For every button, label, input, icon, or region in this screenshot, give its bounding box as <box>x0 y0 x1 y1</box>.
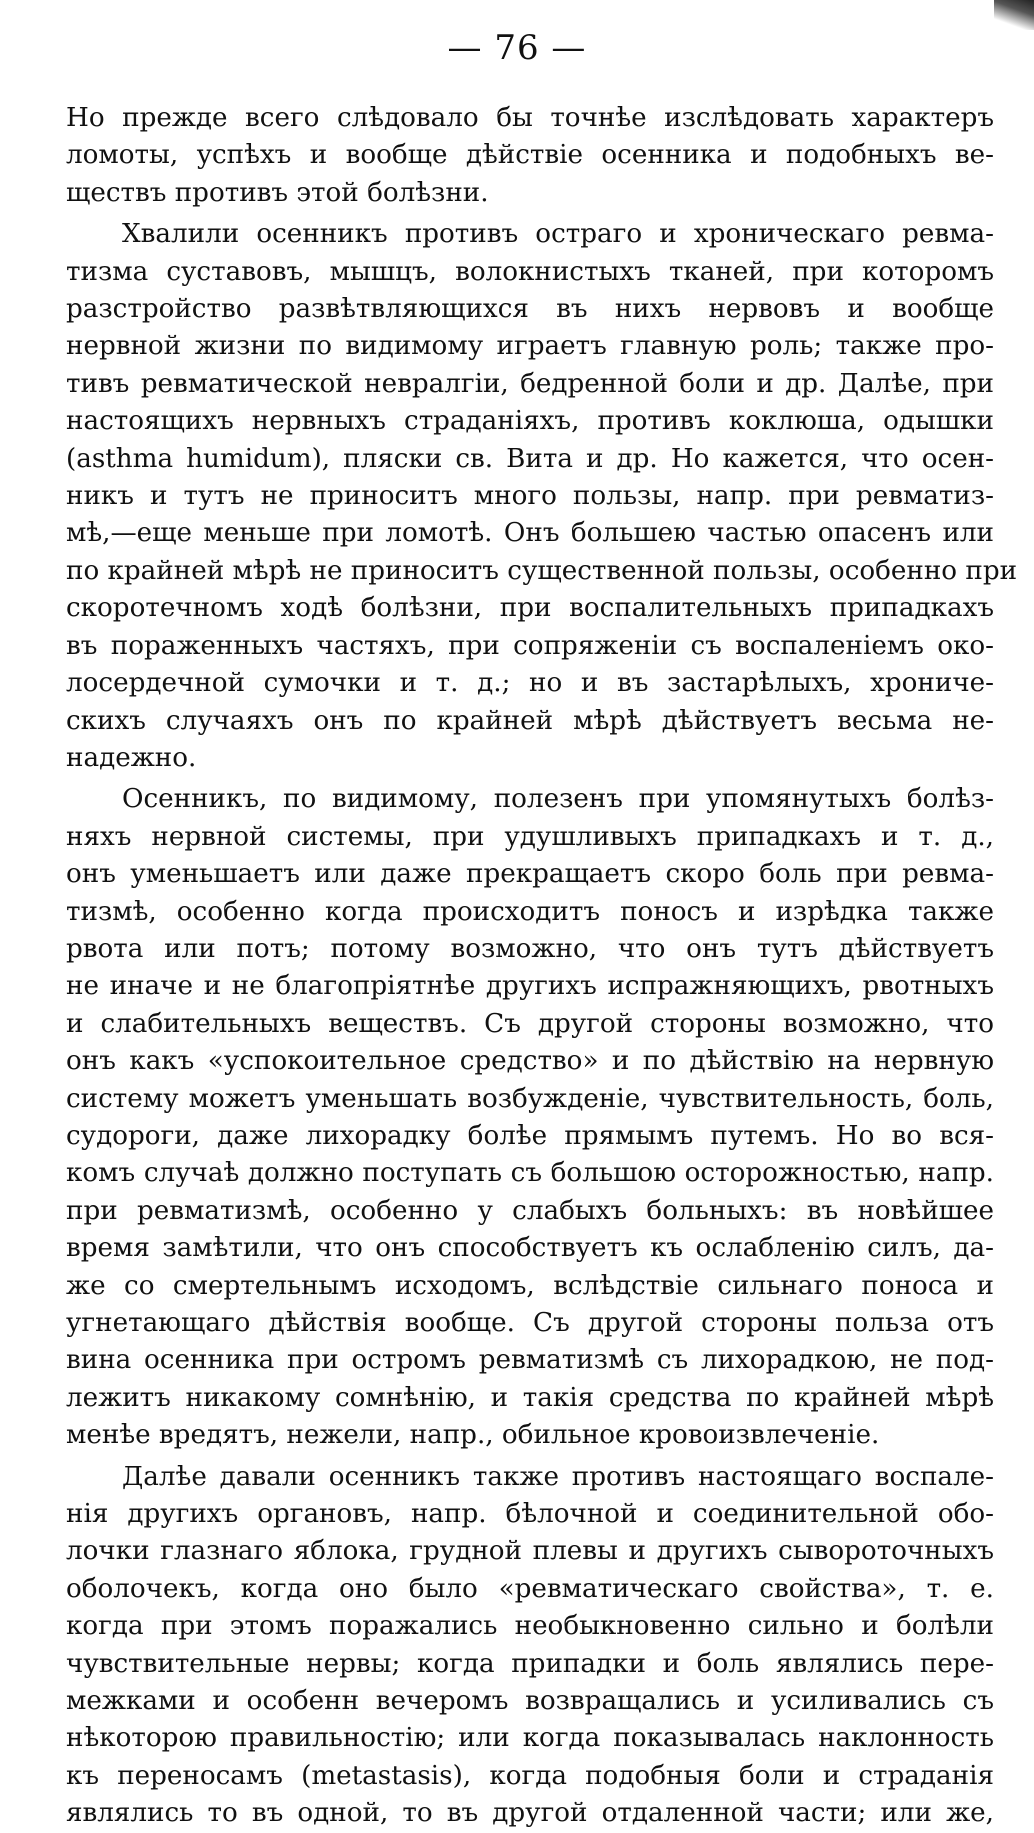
paragraph <box>66 1459 994 1833</box>
text-line: не иначе и не благопріятнѣе другихъ испражняющихъ, рвотныхъ <box>66 971 994 1002</box>
text-line: (asthma humidum), пляски св. Вита и др. Но кажется, что осен- <box>66 443 994 474</box>
text-line: ломоты, успѣхъ и вообще дѣйствіе осенника и подобныхъ ве- <box>66 140 994 171</box>
text-line: лочки глазнаго яблока, грудной плевы и другихъ сывороточныхъ <box>66 1536 994 1567</box>
paragraph <box>66 100 994 212</box>
text-line: систему можетъ уменьшать возбужденіе, чувствительность, боль, <box>66 1083 994 1114</box>
text-line: лосердечной сумочки и т. д.; но и въ застарѣлыхъ, хрониче- <box>66 668 994 699</box>
text-line: нервной жизни по видимому играетъ главную роль; также про- <box>66 331 994 362</box>
text-line: тивъ ревматической невралгіи, бедренной боли и др. Далѣе, при <box>66 368 994 399</box>
text-line: разстройство развѣтвляющихся въ нихъ нервовъ и вообще <box>66 294 994 325</box>
text-line: когда при этомъ поражались необыкновенно сильно и болѣли <box>66 1611 994 1642</box>
text-line: тизма суставовъ, мышцъ, волокнистыхъ тканей, при которомъ <box>66 256 994 287</box>
text-line: Хвалили осенникъ противъ остраго и хроническаго ревма- <box>122 219 994 250</box>
text-line: нѣкоторою правильностію; или когда показывалась наклонность <box>66 1723 994 1754</box>
text-line: комъ случаѣ должно поступать съ большою осторожностью, напр. <box>66 1158 994 1189</box>
text-line: являлись то въ одной, то въ другой отдаленной части; или же, <box>66 1798 994 1829</box>
text-line: къ переносамъ (metastasis), когда подобныя боли и страданія <box>66 1760 994 1791</box>
paragraph <box>66 781 994 1454</box>
text-line: скихъ случаяхъ онъ по крайней мѣрѣ дѣйствуетъ весьма не- <box>66 705 994 736</box>
text-line: межками и особенн вечеромъ возвращались и усиливались съ <box>66 1686 994 1717</box>
text-line: оболочекъ, когда оно было «ревматическаго свойства», т. е. <box>66 1573 994 1604</box>
text-line: Но прежде всего слѣдовало бы точнѣе изслѣдовать характеръ <box>66 103 994 133</box>
text-line: онъ уменьшаетъ или даже прекращаетъ скоро боль при ревма- <box>66 859 994 890</box>
scan-edge-shadow <box>994 0 1034 30</box>
text-line: угнетающаго дѣйствія вообще. Съ другой стороны польза отъ <box>66 1308 994 1338</box>
text-line: судороги, даже лихорадку болѣе прямымъ путемъ. Но во вся- <box>66 1120 994 1151</box>
text-line: чувствительные нервы; когда припадки и боль являлись пере- <box>66 1648 994 1679</box>
text-line: время замѣтили, что онъ способствуетъ къ ослабленію силъ, да- <box>66 1233 994 1264</box>
text-line: при ревматизмѣ, особенно у слабыхъ больныхъ: въ новѣйшее <box>66 1195 994 1226</box>
text-line: менѣе вредятъ, нежели, напр., обильное кровоизвлеченіе. <box>66 1420 880 1451</box>
paragraph <box>66 216 1018 777</box>
text-line: рвота или потъ; потому возможно, что онъ тутъ дѣйствуетъ <box>66 933 994 964</box>
text-line: Далѣе давали осенникъ также противъ настоящаго воспале- <box>122 1461 994 1492</box>
text-line: же со смертельнымъ исходомъ, вслѣдствіе сильнаго поноса и <box>66 1270 994 1301</box>
text-line: никъ и тутъ не приноситъ много пользы, напр. при ревматиз- <box>66 481 994 512</box>
text-line: Осенникъ, по видимому, полезенъ при упомянутыхъ болѣз- <box>122 784 994 815</box>
text-line: ществъ противъ этой болѣзни. <box>66 177 489 208</box>
text-line: надежно. <box>66 742 197 773</box>
text-line: онъ какъ «успокоительное средство» и по дѣйствію на нервную <box>66 1046 994 1077</box>
text-line: настоящихъ нервныхъ страданіяхъ, противъ коклюша, одышки <box>66 406 994 437</box>
text-line: въ пораженныхъ частяхъ, при сопряженіи съ воспаленіемъ око- <box>66 630 994 661</box>
text-line: лежитъ никакому сомнѣнію, и такія средства по крайней мѣрѣ <box>66 1382 994 1413</box>
text-line: вина осенника при остромъ ревматизмѣ съ лихорадкою, не под- <box>66 1345 994 1376</box>
text-line: скоротечномъ ходѣ болѣзни, при воспалительныхъ припадкахъ <box>66 593 994 624</box>
text-line: няхъ нервной системы, при удушливыхъ припадкахъ и т. д., <box>66 821 994 852</box>
text-line: тизмѣ, особенно когда происходитъ поносъ и изрѣдка также <box>66 896 994 927</box>
text-line: и слабительныхъ веществъ. Съ другой стороны возможно, что <box>66 1008 994 1039</box>
body-text <box>66 100 1018 1833</box>
text-line: мѣ,—еще меньше при ломотѣ. Онъ большею частью опасенъ или <box>66 518 994 549</box>
text-line: по крайней мѣрѣ не приноситъ существенной пользы, особенно при <box>66 555 1018 586</box>
page-number: — 76 — <box>447 28 587 68</box>
text-line: нія другихъ органовъ, напр. бѣлочной и соединительной обо- <box>66 1499 994 1530</box>
